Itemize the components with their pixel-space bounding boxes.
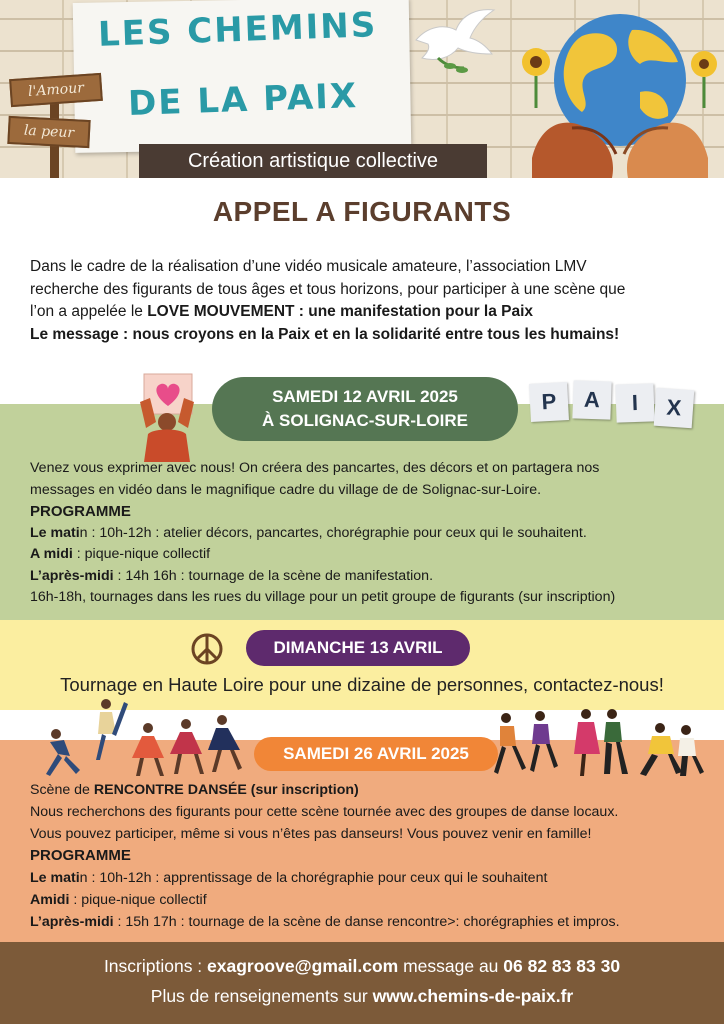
schedule-label: Amidi xyxy=(30,892,70,908)
date-badge-april12 xyxy=(212,377,518,441)
dancers-illustration-icon xyxy=(488,706,708,780)
schedule-afternoon xyxy=(30,566,710,588)
intro-text xyxy=(30,256,700,346)
programme-label: PROGRAMME xyxy=(30,847,131,864)
dove-icon xyxy=(408,6,500,76)
schedule-text: n : 10h-12h : atelier décors, pancartes, chorégraphie pour ceux qui le souhaitent. xyxy=(79,524,587,541)
april26-desc: Vous pouvez participer, même si vous n’êtes pas danseurs! Vous pouvez venir en famille! xyxy=(30,826,592,842)
poster-title-line1: LES CHEMINS xyxy=(97,5,378,55)
april12-details xyxy=(30,458,710,609)
paix-tile: X xyxy=(654,388,695,429)
schedule-text: : pique-nique collectif xyxy=(72,546,211,562)
paix-tile: P xyxy=(529,382,569,422)
schedule-label: A midi xyxy=(30,546,73,562)
schedule-text: n : 10h-12h : apprentissage de la chorégraphie pour ceux qui le souhaitent xyxy=(79,870,548,886)
subtitle-banner: Création artistique collective xyxy=(139,144,487,178)
schedule-afternoon xyxy=(30,911,710,933)
intro-line: recherche des figurants de tous âges et tous horizons, pour participer à une scène que xyxy=(30,280,626,298)
schedule-noon xyxy=(30,544,710,566)
more-info-label: Plus de renseignements sur xyxy=(150,986,373,1006)
paix-tile: A xyxy=(572,380,611,419)
schedule-morning xyxy=(30,867,710,889)
april26-desc: Nous recherchons des figurants pour cette scène tournée avec des groupes de danse locaux. xyxy=(30,804,619,820)
sign-peur: la peur xyxy=(7,116,90,148)
intro-line: Dans le cadre de la réalisation d’une vidéo musicale amateure, l’association LMV xyxy=(30,258,587,275)
april26-details xyxy=(30,779,710,933)
date-badge-april26: SAMEDI 26 AVRIL 2025 xyxy=(254,737,498,771)
april13-text: Tournage en Haute Loire pour une dizaine de personnes, contactez-nous! xyxy=(60,674,664,695)
website-link[interactable]: www.chemins-de-paix.fr xyxy=(372,986,574,1006)
poster-title-line2: DE LA PAIX xyxy=(127,75,359,125)
april12-desc: Venez vous exprimer avec nous! On créera des pancartes, des décors et on partagera nos xyxy=(30,460,600,476)
sign-amour: l'Amour xyxy=(9,73,103,107)
scene-prefix: Scène de xyxy=(30,782,94,798)
love-mouvement-label: LOVE MOUVEMENT : une manifestation pour la Paix xyxy=(147,303,534,320)
contact-email-link[interactable]: exagroove@gmail.com xyxy=(207,956,399,976)
april12-desc: messages en vidéo dans le magnifique cadre du village de de Solignac-sur-Loire. xyxy=(30,481,542,498)
intro-message: Le message : nous croyons en la Paix et en la solidarité entre tous les humains! xyxy=(30,325,620,343)
schedule-label: L’après-midi xyxy=(30,567,114,584)
date-badge-line: SAMEDI 12 AVRIL 2025 xyxy=(272,387,458,406)
globe-hands-icon xyxy=(512,8,722,178)
programme-label: PROGRAMME xyxy=(30,503,131,520)
intro-line xyxy=(30,301,700,324)
message-label: message au xyxy=(398,956,504,976)
date-badge-april13: DIMANCHE 13 AVRIL xyxy=(246,630,470,666)
schedule-morning xyxy=(30,523,710,545)
dancers-illustration-icon xyxy=(36,694,246,780)
schedule-label: Le mati xyxy=(30,870,80,886)
footer xyxy=(0,942,724,1024)
inscriptions-label: Inscriptions : xyxy=(103,956,208,976)
header-banner xyxy=(0,0,724,178)
page-title: APPEL A FIGURANTS xyxy=(212,196,512,227)
paix-tile: I xyxy=(615,383,654,422)
footer-contact-line xyxy=(0,956,724,977)
schedule-label: L’après-midi xyxy=(30,914,114,930)
intro-text-fragment: l’on a appelée le xyxy=(30,303,148,320)
date-badge-line: À SOLIGNAC-SUR-LOIRE xyxy=(262,411,468,430)
footer-info-line xyxy=(0,986,724,1007)
heart-sign-protester-icon xyxy=(130,372,204,462)
scene-name: RENCONTRE DANSÉE (sur inscription) xyxy=(93,782,359,798)
schedule-text: : 15h 17h : tournage de la scène de danse rencontre>: chorégraphies et impros. xyxy=(113,914,620,930)
schedule-label: Le mati xyxy=(30,524,80,541)
peace-symbol-icon xyxy=(190,632,224,666)
schedule-text: : 14h 16h : tournage de la scène de manifestation. xyxy=(113,567,434,584)
schedule-text: : pique-nique collectif xyxy=(69,892,207,908)
schedule-evening: 16h-18h, tournages dans les rues du village pour un petit groupe de figurants (sur inscription) xyxy=(30,589,616,605)
schedule-noon xyxy=(30,889,710,911)
scene-title xyxy=(30,779,710,801)
contact-phone[interactable]: 06 82 83 83 30 xyxy=(503,956,621,976)
